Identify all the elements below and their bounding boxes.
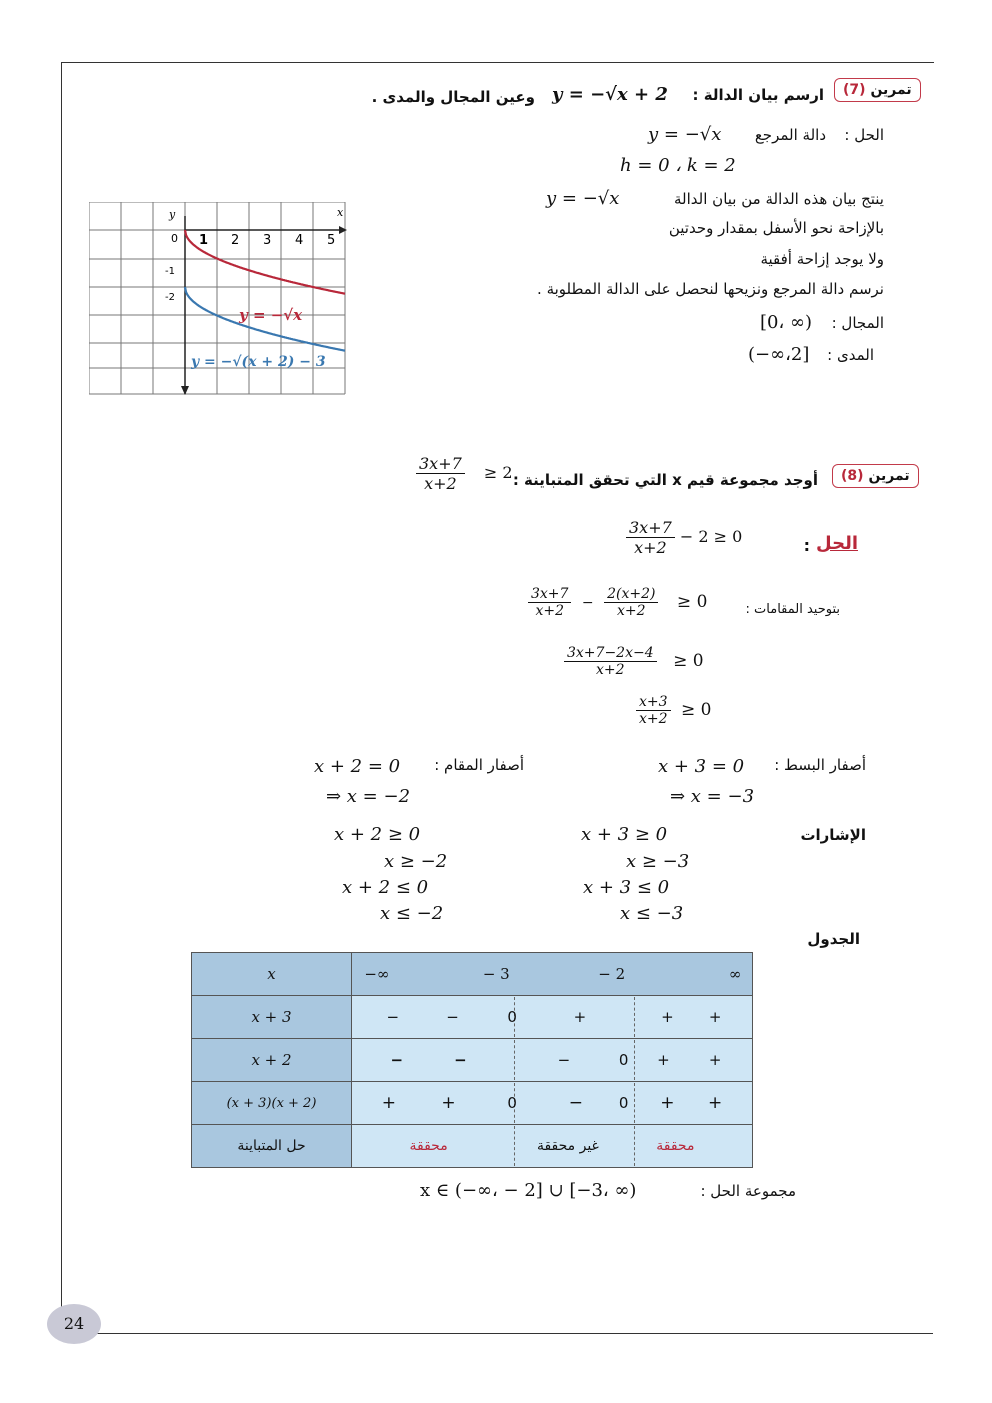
x-tick-5: 5 [327, 233, 336, 248]
ex8-solution-title: الحل [816, 533, 858, 554]
row-header-x-plus-2: x + 2 [192, 1039, 352, 1082]
step-2b-numerator: 2(x+2) [604, 586, 658, 603]
ex7-h-k-values: h = 0 ، k = 2 [620, 155, 736, 176]
y-tick-minus-2: -2 [165, 292, 175, 303]
step-1 [626, 518, 742, 557]
ex7-range-label: المدى : [827, 346, 874, 364]
ex7-line-4: نرسم دالة المرجع ونزيحها لنحصل على الدالة المطلوبة . [537, 280, 884, 298]
x-tick-4: 4 [295, 233, 304, 248]
x-tick-3: 3 [263, 233, 272, 248]
step-3-numerator: 3x+7−2x−4 [564, 645, 657, 662]
sign-b-3: x + 2 ≤ 0 [342, 877, 429, 898]
exercise-7-badge [834, 78, 921, 102]
ex7-domain-value: [0، ∞) [760, 312, 813, 333]
sign-a-1: x + 3 ≥ 0 [581, 824, 668, 845]
step-3-rest: ≥ 0 [673, 650, 704, 671]
sign-b-4: x ≤ −2 [380, 903, 444, 924]
row-header-product: (x + 3)(x + 2) [192, 1082, 352, 1125]
x-value-pos-inf: ∞ [728, 965, 742, 983]
sign-cell: − [386, 1008, 400, 1026]
badge-number: (7) [843, 82, 866, 98]
ex7-reference-math: y = −√x [648, 124, 722, 145]
sign-b-2: x ≥ −2 [384, 851, 448, 872]
denominator-zeros-result: ⇒ x = −2 [326, 786, 411, 807]
step-2a-denominator: x+2 [535, 603, 564, 619]
sign-cell: + [441, 1093, 456, 1113]
origin-label: 0 [171, 232, 178, 245]
step-2-minus: − [581, 594, 594, 611]
x-axis-arrow [339, 226, 347, 234]
y-axis-label: y [169, 208, 176, 221]
step-4-numerator: x+3 [636, 694, 671, 711]
step-2-rest: ≥ 0 [676, 591, 708, 612]
ex7-statement-b: وعين المجال والمدى . [371, 88, 535, 106]
x-value-neg-2: − 2 [598, 965, 626, 983]
sign-b-1: x + 2 ≥ 0 [334, 824, 421, 845]
step-1-numerator: 3x+7 [626, 518, 675, 538]
sign-cell: 0 [507, 1094, 517, 1112]
ineq-rhs: ≥ 2 [483, 463, 513, 482]
sign-cell: − [557, 1051, 571, 1069]
ex7-line-1: ينتج بيان هذه الدالة من بيان الدالة [674, 190, 884, 208]
ex7-statement-math: y = −√x + 2 [552, 84, 668, 105]
solution-cell: محققة [409, 1138, 448, 1154]
sign-cell: + [573, 1008, 587, 1026]
sign-cell: + [657, 1051, 670, 1069]
curve-red-label: y = −√x [239, 306, 303, 324]
step-2a-numerator: 3x+7 [528, 586, 571, 603]
step-4-rest: ≥ 0 [681, 699, 712, 720]
numerator-zeros-result: ⇒ x = −3 [670, 786, 755, 807]
step-3 [564, 645, 704, 678]
step-1-rest: − 2 ≥ 0 [679, 527, 743, 546]
table-row-solution [192, 1125, 753, 1168]
table-label: الجدول [807, 930, 860, 948]
step-2b-denominator: x+2 [617, 603, 646, 619]
x-value-neg-3: − 3 [482, 965, 510, 983]
badge-word: تمرين [868, 468, 910, 484]
sign-cell: + [381, 1093, 396, 1113]
ineq-denominator: x+2 [424, 474, 457, 493]
sign-cell: + [708, 1008, 722, 1026]
y-tick-minus-1: -1 [165, 266, 175, 277]
ex8-inequality [416, 454, 513, 493]
denominator-zeros-label: أصفار المقام : [434, 756, 524, 774]
page-bottom-rule [61, 1333, 933, 1334]
solution-cell: غير محققة [536, 1138, 599, 1154]
sign-a-3: x + 3 ≤ 0 [583, 877, 670, 898]
ex8-solution-colon: : [803, 536, 810, 555]
step-4 [636, 694, 711, 727]
sign-cell: − [390, 1051, 404, 1069]
sign-cell: + [661, 1008, 674, 1026]
signs-label: الإشارات [800, 826, 866, 844]
table-row-x-plus-3 [192, 996, 753, 1039]
numerator-zeros-label: أصفار البسط : [774, 756, 866, 774]
ex7-solution-label: الحل : [844, 126, 884, 144]
sign-cell: 0 [618, 1094, 629, 1112]
sign-cell: − [446, 1008, 459, 1026]
badge-word: تمرين [870, 82, 912, 98]
ex7-reference-label: دالة المرجع [754, 126, 826, 144]
table-row-x-plus-2 [192, 1039, 753, 1082]
ex7-statement-a: ارسم بيان الدالة : [692, 86, 824, 104]
ineq-numerator: 3x+7 [416, 454, 465, 474]
x-tick-1: 1 [199, 233, 209, 248]
sign-cell: + [708, 1051, 722, 1069]
table-row-product [192, 1082, 753, 1125]
sign-a-2: x ≥ −3 [626, 851, 690, 872]
function-graph [89, 202, 347, 398]
ex7-domain-label: المجال : [831, 314, 884, 332]
step-4-denominator: x+2 [639, 711, 668, 727]
badge-number: (8) [841, 468, 864, 484]
ex7-line-3: ولا يوجد إزاحة أفقية [760, 250, 884, 268]
step-1-denominator: x+2 [634, 538, 667, 557]
sign-cell: + [660, 1093, 675, 1113]
ex7-range-value: (−∞،2] [748, 344, 810, 365]
row-header-x: x [192, 953, 352, 996]
step-3-denominator: x+2 [596, 662, 625, 678]
sign-cell: + [708, 1093, 723, 1113]
numerator-zeros-equation: x + 3 = 0 [658, 756, 745, 777]
ex7-line-2: بالإزاحة نحو الأسفل بمقدار وحدتين [668, 219, 884, 237]
solution-set-label: مجموعة الحل : [700, 1182, 796, 1200]
row-header-solution: حل المتباينة [192, 1125, 352, 1168]
solution-cell: محققة [656, 1138, 695, 1154]
page-number: 24 [47, 1304, 101, 1344]
x-value-neg-inf: −∞ [364, 965, 390, 983]
sign-a-4: x ≤ −3 [620, 903, 684, 924]
denominator-zeros-equation: x + 2 = 0 [314, 756, 401, 777]
sign-cell: − [568, 1093, 583, 1113]
curve-blue-label: y = −√(x + 2) − 3 [191, 354, 326, 370]
table-row-x [192, 953, 753, 996]
solution-set-math: x ∈ (−∞، − 2] ∪ [−3، ∞) [420, 1180, 637, 1201]
sign-cell: 0 [507, 1008, 517, 1026]
sign-cell: 0 [618, 1051, 629, 1069]
x-tick-2: 2 [231, 233, 240, 248]
exercise-8-badge [832, 464, 919, 488]
x-axis-label: x [337, 206, 344, 219]
sign-table [191, 952, 753, 1168]
ex7-line-1-math: y = −√x [546, 188, 620, 209]
step-2 [528, 586, 707, 619]
unify-denominators-label: بتوحيد المقامات : [745, 602, 840, 617]
ex8-statement: أوجد مجموعة قيم x التي تحقق المتباينة : [512, 471, 818, 489]
row-header-x-plus-3: x + 3 [192, 996, 352, 1039]
sign-cell: − [454, 1051, 467, 1069]
